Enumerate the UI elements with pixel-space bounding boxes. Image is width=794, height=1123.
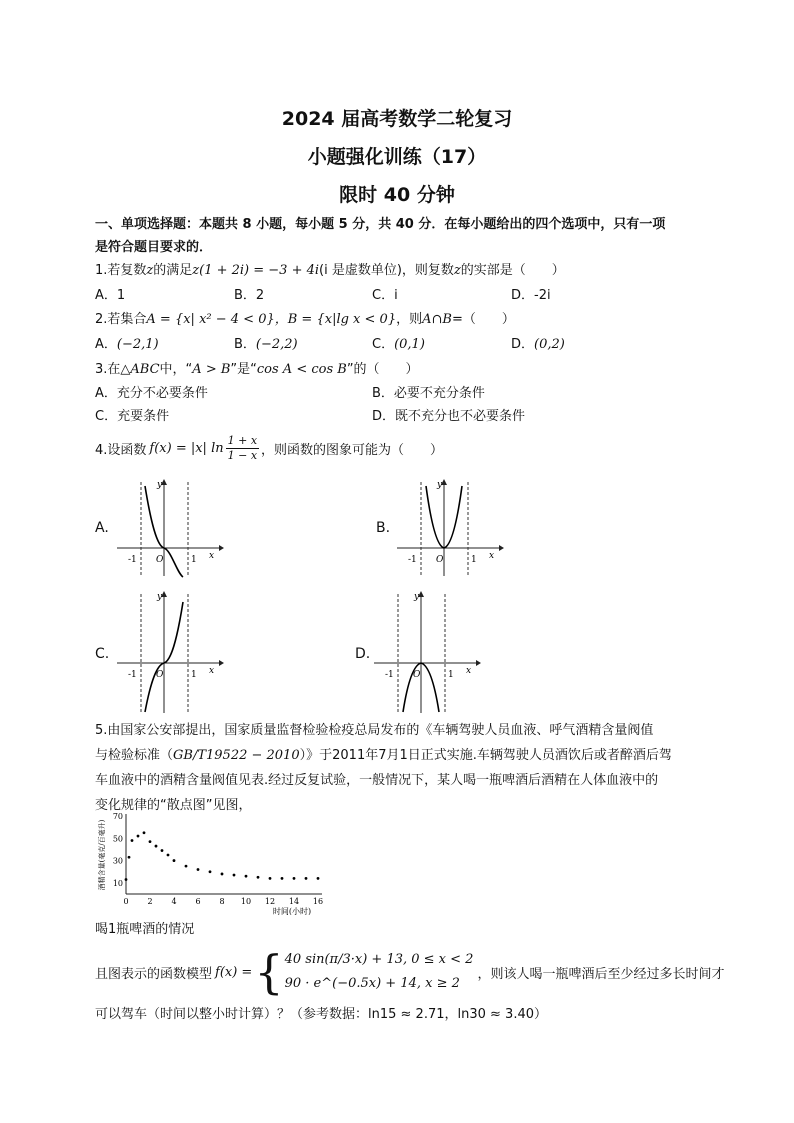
graph-d-x-axis: x: [466, 666, 472, 676]
question-5-line3: 车血液中的酒精含量阀值见表.经过反复试验，一般情况下，某人喝一瓶啤酒后酒精在人体血液中的: [95, 773, 659, 788]
graph-c-tick-pos: 1: [191, 670, 197, 680]
graph-a-x-axis: x: [209, 551, 215, 561]
chart-point: [209, 870, 212, 873]
q1-formula: z(1 + 2i) = −3 + 4i: [192, 263, 320, 278]
q3-option-c: C．充要条件: [95, 409, 170, 424]
q4-formula: f(x) = |x| ln: [149, 440, 224, 456]
question-4: 4.设函数 f(x) = |x| ln 1 + x 1 − x ，则函数的图象可能为（ ）: [95, 433, 444, 462]
chart-point: [293, 877, 296, 880]
q1-option-b: B．2: [234, 288, 265, 303]
page-subtitle: 小题强化训练（17）: [307, 146, 487, 168]
chart-point: [269, 877, 272, 880]
graph-c-tick-neg: -1: [128, 670, 137, 680]
chart-x-tick-label: 0: [123, 897, 129, 906]
graph-c-x-axis: x: [209, 666, 215, 676]
section-heading: 一、单项选择题：本题共 8 小题，每小题 5 分，共 40 分．在每小题给出的四个选项中，只有一项: [95, 217, 666, 232]
question-5-line4: 变化规律的“散点图”见图，: [95, 798, 252, 813]
graph-d-y-axis: y: [414, 592, 420, 602]
chart-x-tick-label: 16: [312, 897, 324, 906]
chart-y-tick-label: 70: [112, 812, 123, 821]
question-2: 2.若集合A = {x| x² − 4 < 0}，B = {x|lg x < 0}，则A∩B=（ ）: [95, 312, 515, 327]
graph-a-tick-pos: 1: [191, 555, 197, 565]
chart-point: [305, 877, 308, 880]
chart-point: [137, 835, 140, 838]
graph-a-y-axis: y: [157, 480, 163, 490]
chart-caption: 喝1瓶啤酒的情况: [95, 922, 195, 937]
chart-x-tick-label: 4: [171, 897, 177, 906]
q3-option-b: B．必要不充分条件: [372, 386, 485, 401]
q2-option-d: D．(0,2): [511, 337, 565, 352]
chart-point: [131, 839, 134, 842]
q4-fraction: 1 + x 1 − x: [227, 433, 258, 462]
piecewise-brace: {: [254, 945, 284, 999]
chart-point: [257, 876, 260, 879]
question-5-line2: 与检验标准（GB/T19522 − 2010）》于2011年7月1日正式实施.车辆驾驶人员酒饮后或者醉酒后驾: [95, 748, 672, 763]
chart-y-tick-label: 50: [112, 834, 123, 844]
graph-b-origin: O: [436, 555, 444, 565]
chart-point: [173, 859, 176, 862]
chart-point: [245, 875, 248, 878]
chart-point: [281, 877, 284, 880]
chart-x-label: 时间(小时): [272, 907, 312, 915]
chart-point: [197, 868, 200, 871]
q1-option-d: D．-2i: [511, 288, 551, 303]
graph-b-tick-neg: -1: [408, 555, 417, 565]
chart-point: [143, 831, 146, 834]
scatter-chart: [90, 810, 340, 915]
graph-b-tick-pos: 1: [471, 555, 477, 565]
graph-a: [115, 478, 225, 578]
graph-d-tick-neg: -1: [385, 670, 394, 680]
graph-b-label: B.: [376, 520, 391, 536]
q2-option-b: B．(−2,2): [234, 337, 298, 352]
question-1: 1.若复数z的满足z(1 + 2i) = −3 + 4i(i 是虚数单位)，则复数z的实部是（ ）: [95, 263, 565, 278]
graph-a-tick-neg: -1: [128, 555, 137, 565]
graph-c: [115, 590, 225, 715]
chart-point: [149, 840, 152, 843]
chart-x-tick-label: 2: [147, 897, 153, 906]
chart-x-tick-label: 6: [195, 897, 201, 906]
graph-b-x-axis: x: [489, 551, 495, 561]
q3-option-d: D．既不充分也不必要条件: [372, 409, 526, 424]
question-3: 3.在△ABC中，“A > B”是“cos A < cos B”的（ ）: [95, 362, 419, 377]
chart-point: [221, 873, 224, 876]
chart-y-label: 酒精含量(毫克/百毫升): [98, 819, 106, 891]
question-5-last: 可以驾车（时间以整小时计算）？（参考数据：ln15 ≈ 2.71，ln30 ≈ 3.40）: [95, 1007, 547, 1022]
chart-x-tick-label: 12: [264, 897, 276, 906]
graph-a-origin: O: [156, 555, 164, 565]
piece-2: 90 · e^(−0.5x) + 14, x ≥ 2: [284, 976, 460, 991]
chart-point: [185, 865, 188, 868]
page-title: 2024 届高考数学二轮复习: [281, 108, 513, 130]
chart-point: [155, 845, 158, 848]
graph-c-y-axis: y: [157, 592, 163, 602]
q1-option-c: C．i: [372, 288, 398, 303]
chart-point: [128, 856, 131, 859]
q1-option-a: A．1: [95, 288, 126, 303]
chart-point: [167, 854, 170, 857]
graph-b: [395, 478, 505, 578]
chart-point: [161, 849, 164, 852]
graph-c-origin: O: [156, 670, 164, 680]
chart-point: [317, 877, 320, 880]
chart-point: [125, 878, 128, 881]
chart-x-tick-label: 8: [219, 897, 225, 906]
graph-d: [372, 590, 482, 715]
chart-y-tick-label: 30: [112, 856, 123, 866]
chart-x-tick-label: 14: [288, 897, 300, 906]
graph-d-tick-pos: 1: [448, 670, 454, 680]
q2-option-c: C．(0,1): [372, 337, 425, 352]
chart-point: [233, 874, 236, 877]
chart-y-tick-label: 10: [112, 878, 123, 888]
graph-b-y-axis: y: [437, 480, 443, 490]
q2-option-a: A．(−2,1): [95, 337, 159, 352]
graph-c-label: C.: [95, 646, 110, 662]
graph-a-label: A.: [95, 520, 109, 536]
question-5-line1: 5.由国家公安部提出，国家质量监督检验检疫总局发布的《车辆驾驶人员血液、呼气酒精含量阀值: [95, 723, 654, 738]
chart-x-tick-label: 10: [240, 897, 252, 906]
graph-d-origin: O: [413, 670, 421, 680]
question-5-model: 且图表示的函数模型 f(x) = { 40 sin(π/3·x) + 13, 0 ≤ x < 2 90 · e^(−0.5x) + 14, x ≥ 2 ，则该人喝一瓶啤酒后至少经过多长时间才: [95, 945, 725, 999]
piece-1: 40 sin(π/3·x) + 13, 0 ≤ x < 2: [284, 952, 474, 967]
section-heading-cont: 是符合题目要求的．: [95, 240, 213, 255]
time-limit: 限时 40 分钟: [339, 184, 455, 206]
graph-d-label: D.: [355, 646, 371, 662]
q3-option-a: A．充分不必要条件: [95, 386, 208, 401]
